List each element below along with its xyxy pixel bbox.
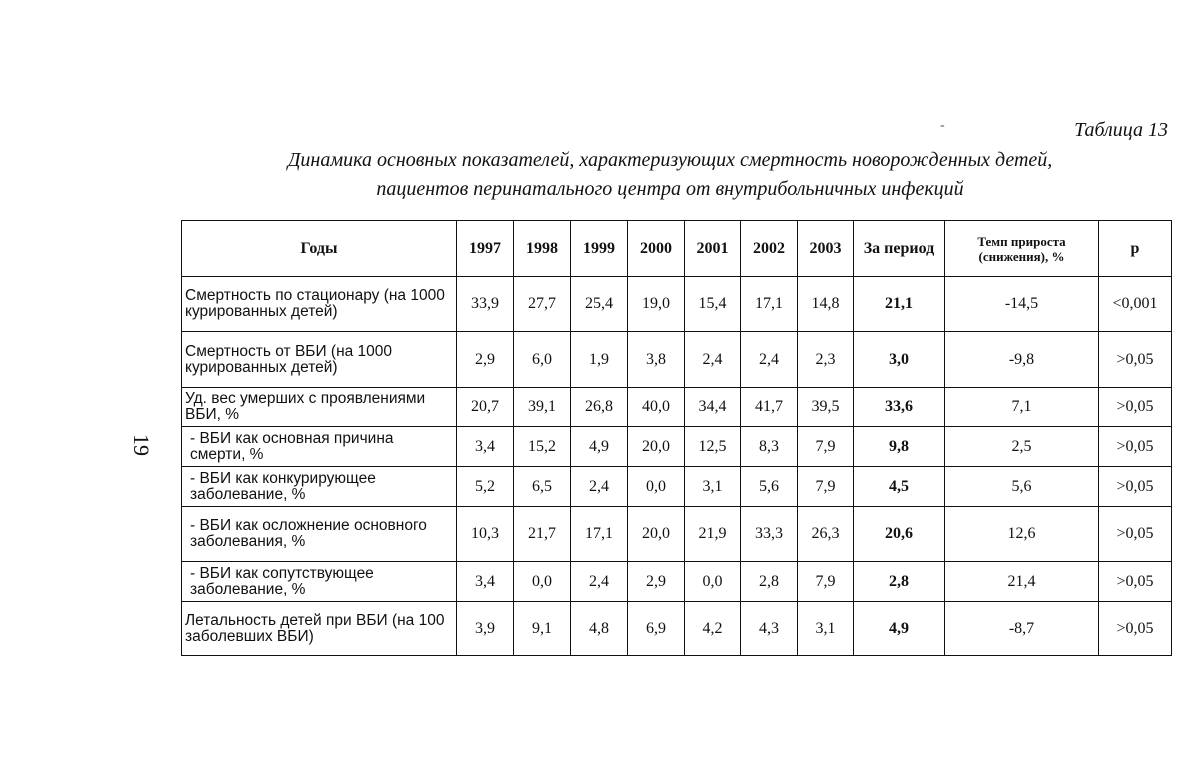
year-value-cell: 3,4 [457, 562, 514, 602]
row-label: - ВБИ как сопутствующее заболевание, % [182, 562, 457, 602]
growth-rate-cell: -14,5 [945, 277, 1099, 332]
year-value-cell: 2,9 [457, 332, 514, 388]
header-row [182, 221, 1172, 277]
year-value-cell: 21,7 [514, 507, 571, 562]
year-value-cell: 26,3 [798, 507, 854, 562]
year-value-cell: 2,3 [798, 332, 854, 388]
table-row [182, 562, 1172, 602]
year-value-cell: 20,0 [628, 507, 685, 562]
year-value-cell: 15,2 [514, 427, 571, 467]
row-label: - ВБИ как осложнение основного заболевания, % [182, 507, 457, 562]
header-cell: 2003 [798, 221, 854, 277]
year-value-cell: 33,9 [457, 277, 514, 332]
year-value-cell: 2,4 [571, 467, 628, 507]
table-row [182, 427, 1172, 467]
row-label: Смертность по стационару (на 1000 курированных детей) [182, 277, 457, 332]
year-value-cell: 20,7 [457, 388, 514, 427]
period-total-cell: 9,8 [854, 427, 945, 467]
row-label: - ВБИ как конкурирующее заболевание, % [182, 467, 457, 507]
dash-mark: - [940, 118, 945, 133]
row-label: - ВБИ как основная причина смерти, % [182, 427, 457, 467]
table-row [182, 332, 1172, 388]
row-label: Летальность детей при ВБИ (на 100 заболевших ВБИ) [182, 602, 457, 656]
year-value-cell: 19,0 [628, 277, 685, 332]
year-value-cell: 3,8 [628, 332, 685, 388]
table-label: Таблица 13 [1074, 119, 1168, 141]
p-value-cell: >0,05 [1099, 388, 1172, 427]
growth-rate-cell: 21,4 [945, 562, 1099, 602]
period-total-cell: 3,0 [854, 332, 945, 388]
year-value-cell: 2,4 [741, 332, 798, 388]
year-value-cell: 39,1 [514, 388, 571, 427]
row-label: Уд. вес умерших с проявлениями ВБИ, % [182, 388, 457, 427]
year-value-cell: 10,3 [457, 507, 514, 562]
p-value-cell: >0,05 [1099, 332, 1172, 388]
p-value-cell: <0,001 [1099, 277, 1172, 332]
year-value-cell: 9,1 [514, 602, 571, 656]
year-value-cell: 5,2 [457, 467, 514, 507]
year-value-cell: 14,8 [798, 277, 854, 332]
row-label: Смертность от ВБИ (на 1000 курированных детей) [182, 332, 457, 388]
year-value-cell: 41,7 [741, 388, 798, 427]
year-value-cell: 2,9 [628, 562, 685, 602]
p-value-cell: >0,05 [1099, 602, 1172, 656]
growth-rate-cell: 12,6 [945, 507, 1099, 562]
year-value-cell: 7,9 [798, 467, 854, 507]
year-value-cell: 27,7 [514, 277, 571, 332]
table-row [182, 277, 1172, 332]
p-value-cell: >0,05 [1099, 562, 1172, 602]
period-total-cell: 21,1 [854, 277, 945, 332]
page-number: 19 [129, 434, 154, 456]
p-value-cell: >0,05 [1099, 467, 1172, 507]
year-value-cell: 3,1 [685, 467, 741, 507]
year-value-cell: 7,9 [798, 562, 854, 602]
year-value-cell: 6,9 [628, 602, 685, 656]
growth-rate-cell: -9,8 [945, 332, 1099, 388]
year-value-cell: 20,0 [628, 427, 685, 467]
period-total-cell: 2,8 [854, 562, 945, 602]
year-value-cell: 2,4 [571, 562, 628, 602]
year-value-cell: 3,9 [457, 602, 514, 656]
year-value-cell: 3,4 [457, 427, 514, 467]
period-total-cell: 4,9 [854, 602, 945, 656]
year-value-cell: 26,8 [571, 388, 628, 427]
header-cell: 1997 [457, 221, 514, 277]
year-value-cell: 17,1 [571, 507, 628, 562]
header-cell: 1998 [514, 221, 571, 277]
mortality-table [181, 220, 1172, 656]
year-value-cell: 5,6 [741, 467, 798, 507]
period-total-cell: 20,6 [854, 507, 945, 562]
table-row [182, 507, 1172, 562]
growth-rate-cell: 2,5 [945, 427, 1099, 467]
year-value-cell: 4,3 [741, 602, 798, 656]
year-value-cell: 7,9 [798, 427, 854, 467]
year-value-cell: 4,2 [685, 602, 741, 656]
table-caption [180, 146, 1160, 204]
growth-rate-cell: -8,7 [945, 602, 1099, 656]
year-value-cell: 0,0 [685, 562, 741, 602]
year-value-cell: 8,3 [741, 427, 798, 467]
year-value-cell: 21,9 [685, 507, 741, 562]
year-value-cell: 0,0 [514, 562, 571, 602]
year-value-cell: 4,8 [571, 602, 628, 656]
p-value-cell: >0,05 [1099, 427, 1172, 467]
growth-rate-cell: 5,6 [945, 467, 1099, 507]
year-value-cell: 25,4 [571, 277, 628, 332]
year-value-cell: 39,5 [798, 388, 854, 427]
year-value-cell: 2,8 [741, 562, 798, 602]
header-cell: 2000 [628, 221, 685, 277]
year-value-cell: 6,0 [514, 332, 571, 388]
caption-line-1: Динамика основных показателей, характеризующих смертность новорожденных детей, [287, 149, 1053, 171]
year-value-cell: 3,1 [798, 602, 854, 656]
table-row [182, 602, 1172, 656]
year-value-cell: 6,5 [514, 467, 571, 507]
header-cell: р [1099, 221, 1172, 277]
header-cell: 2002 [741, 221, 798, 277]
header-cell: Годы [182, 221, 457, 277]
year-value-cell: 33,3 [741, 507, 798, 562]
caption-line-2: пациентов перинатального центра от внутрибольничных инфекций [376, 178, 964, 200]
year-value-cell: 2,4 [685, 332, 741, 388]
year-value-cell: 40,0 [628, 388, 685, 427]
year-value-cell: 17,1 [741, 277, 798, 332]
year-value-cell: 15,4 [685, 277, 741, 332]
year-value-cell: 1,9 [571, 332, 628, 388]
header-cell: 2001 [685, 221, 741, 277]
table-body [182, 277, 1172, 656]
year-value-cell: 4,9 [571, 427, 628, 467]
period-total-cell: 33,6 [854, 388, 945, 427]
table-row [182, 388, 1172, 427]
header-cell: За период [854, 221, 945, 277]
p-value-cell: >0,05 [1099, 507, 1172, 562]
growth-rate-cell: 7,1 [945, 388, 1099, 427]
period-total-cell: 4,5 [854, 467, 945, 507]
year-value-cell: 0,0 [628, 467, 685, 507]
table-row [182, 467, 1172, 507]
header-cell: Темп прироста (снижения), % [945, 221, 1099, 277]
year-value-cell: 12,5 [685, 427, 741, 467]
header-cell: 1999 [571, 221, 628, 277]
year-value-cell: 34,4 [685, 388, 741, 427]
